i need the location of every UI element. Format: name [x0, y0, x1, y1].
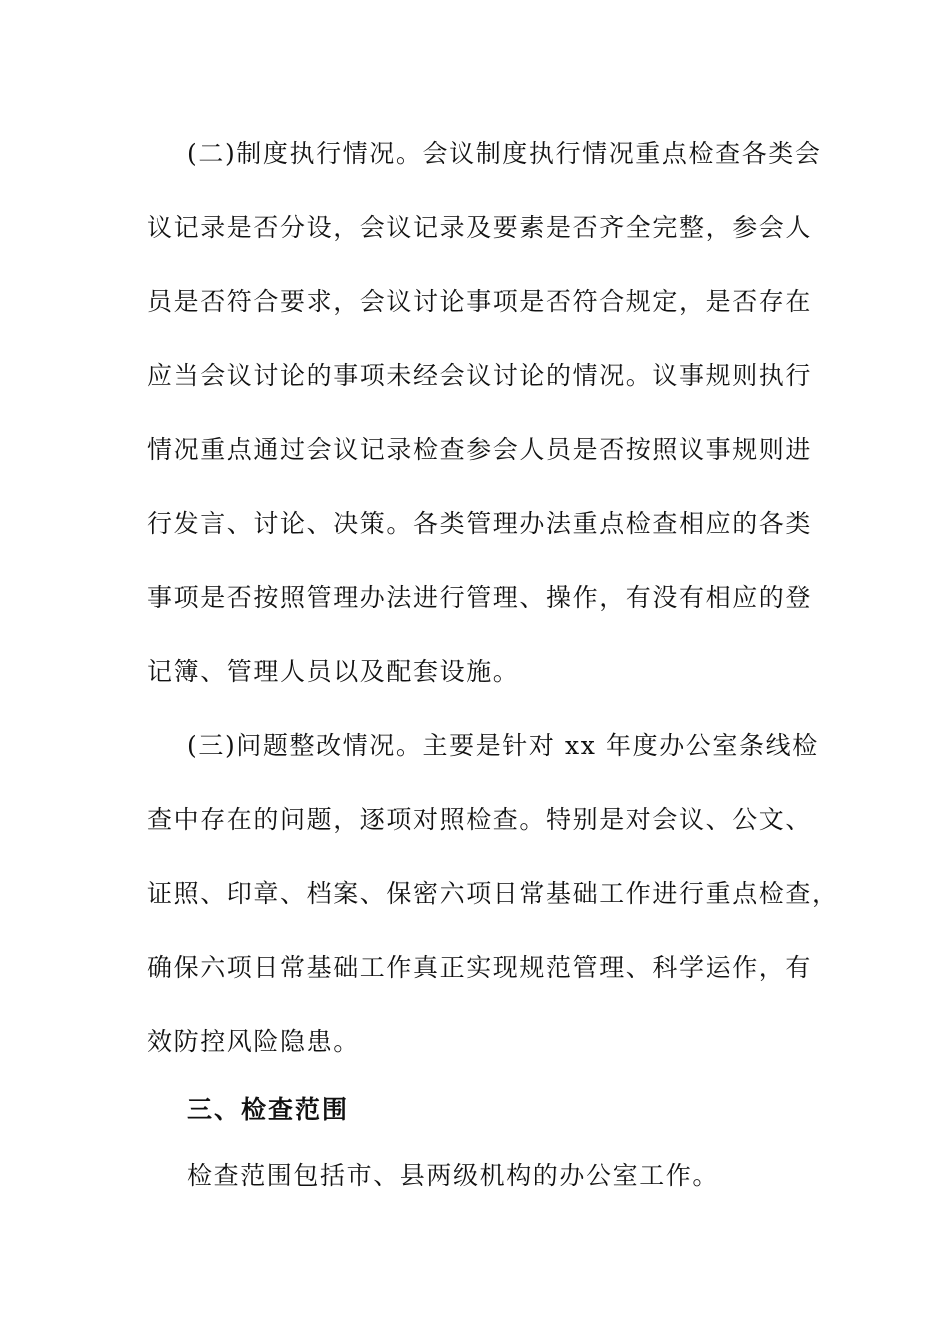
paragraph-line: 记簿、管理人员以及配套设施。: [147, 657, 520, 686]
paragraph-line: (二)制度执行情况。会议制度执行情况重点检查各类会: [187, 139, 822, 168]
paragraph-line: 证照、印章、档案、保密六项日常基础工作进行重点检查，: [147, 879, 839, 908]
paragraph-line: 行发言、讨论、决策。各类管理办法重点检查相应的各类: [147, 509, 813, 538]
paragraph-line: 效防控风险隐患。: [147, 1027, 360, 1056]
paragraph-line: 事项是否按照管理办法进行管理、操作，有没有相应的登: [147, 583, 813, 612]
paragraph-line: (三)问题整改情况。主要是针对 xx 年度办公室条线检: [187, 731, 819, 760]
section-heading: 三、检查范围: [187, 1095, 350, 1124]
paragraph-line: 应当会议讨论的事项未经会议讨论的情况。议事规则执行: [147, 361, 813, 390]
paragraph-line: 情况重点通过会议记录检查参会人员是否按照议事规则进: [147, 435, 813, 464]
paragraph-line: 检查范围包括市、县两级机构的办公室工作。: [187, 1161, 720, 1190]
paragraph-line: 议记录是否分设，会议记录及要素是否齐全完整，参会人: [147, 213, 813, 242]
paragraph-line: 员是否符合要求，会议讨论事项是否符合规定，是否存在: [147, 287, 813, 316]
paragraph-line: 确保六项日常基础工作真正实现规范管理、科学运作，有: [147, 953, 813, 982]
paragraph-line: 查中存在的问题，逐项对照检查。特别是对会议、公文、: [147, 805, 813, 834]
